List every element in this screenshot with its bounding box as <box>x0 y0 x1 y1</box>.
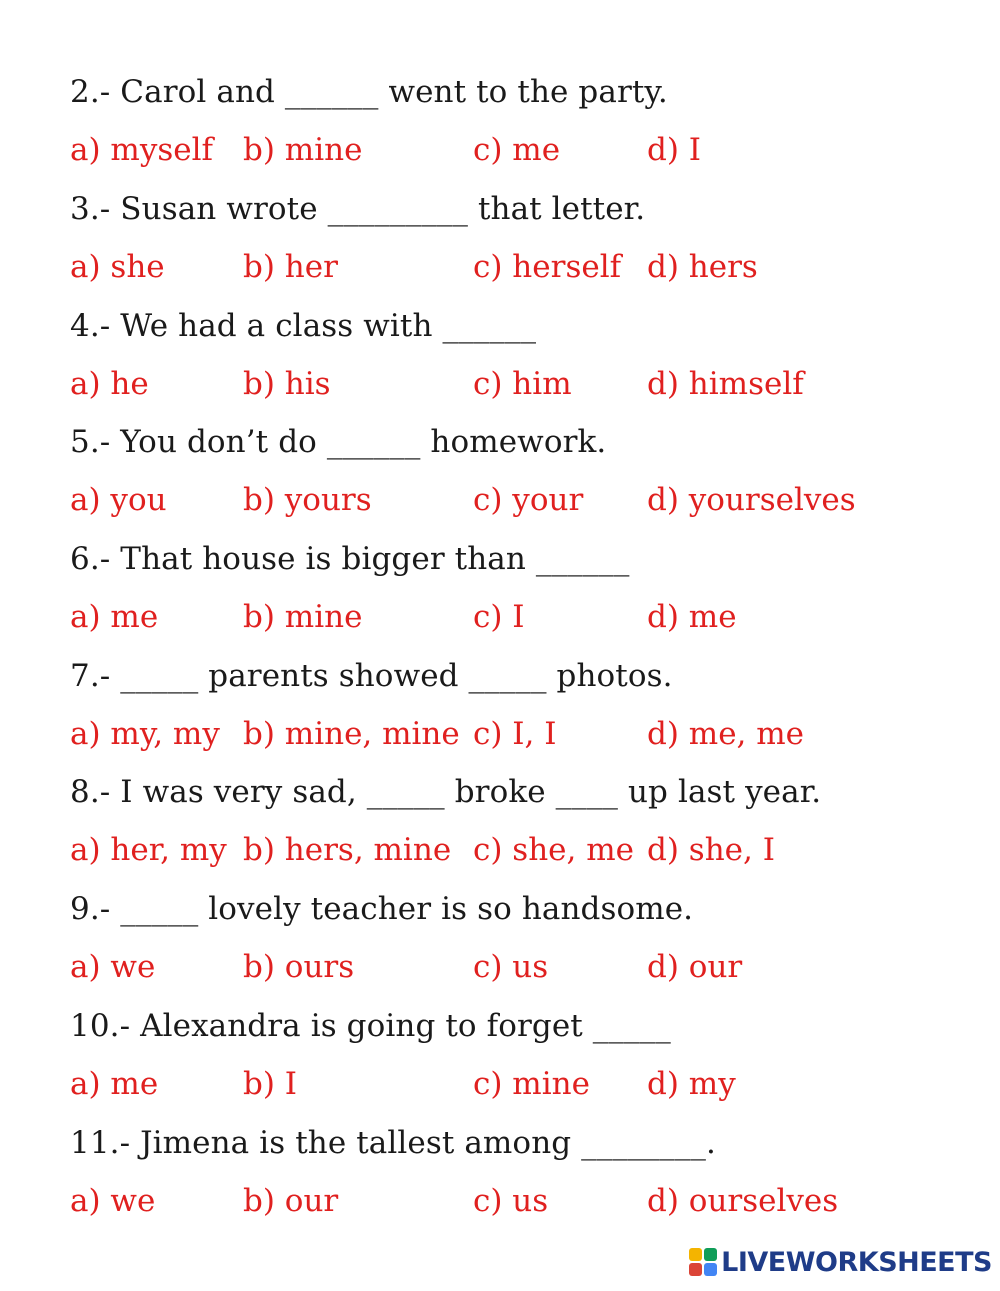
answer-options <box>70 130 970 170</box>
option-d[interactable]: d) our <box>647 949 743 985</box>
option-c[interactable]: c) us <box>473 949 549 985</box>
option-d[interactable]: d) ourselves <box>647 1183 839 1219</box>
brand-grid-icon <box>689 1248 717 1276</box>
option-c[interactable]: c) I, I <box>473 716 557 752</box>
answer-options <box>70 947 970 987</box>
answer-options <box>70 1064 970 1104</box>
option-a[interactable]: a) myself <box>70 132 213 168</box>
question-text: 4.- We had a class with ______ <box>70 308 537 344</box>
question-text: 9.- _____ lovely teacher is so handsome. <box>70 891 694 927</box>
option-d[interactable]: d) I <box>647 132 702 168</box>
option-d[interactable]: d) himself <box>647 366 804 402</box>
option-b[interactable]: b) yours <box>243 482 372 518</box>
option-b[interactable]: b) mine, mine <box>243 716 460 752</box>
option-c[interactable]: c) I <box>473 599 525 635</box>
liveworksheets-logo[interactable] <box>689 1245 992 1279</box>
option-a[interactable]: a) we <box>70 1183 156 1219</box>
option-c[interactable]: c) mine <box>473 1066 590 1102</box>
option-b[interactable]: b) mine <box>243 132 363 168</box>
option-b[interactable]: b) hers, mine <box>243 832 452 868</box>
answer-options <box>70 830 970 870</box>
answer-options <box>70 247 970 287</box>
option-a[interactable]: a) you <box>70 482 167 518</box>
option-a[interactable]: a) she <box>70 249 165 285</box>
answer-options <box>70 480 970 520</box>
answer-options <box>70 364 970 404</box>
option-c[interactable]: c) she, me <box>473 832 634 868</box>
logo-square-red <box>689 1263 702 1276</box>
option-a[interactable]: a) my, my <box>70 716 220 752</box>
option-b[interactable]: b) her <box>243 249 338 285</box>
question-text: 7.- _____ parents showed _____ photos. <box>70 658 673 694</box>
logo-square-green <box>704 1248 717 1261</box>
question-text: 3.- Susan wrote _________ that letter. <box>70 191 646 227</box>
option-b[interactable]: b) his <box>243 366 331 402</box>
option-a[interactable]: a) he <box>70 366 149 402</box>
option-c[interactable]: c) herself <box>473 249 622 285</box>
option-d[interactable]: d) me, me <box>647 716 804 752</box>
option-d[interactable]: d) hers <box>647 249 758 285</box>
answer-options <box>70 597 970 637</box>
answer-options <box>70 714 970 754</box>
option-d[interactable]: d) she, I <box>647 832 775 868</box>
option-a[interactable]: a) me <box>70 599 159 635</box>
question-text: 6.- That house is bigger than ______ <box>70 541 630 577</box>
option-b[interactable]: b) I <box>243 1066 298 1102</box>
option-a[interactable]: a) her, my <box>70 832 227 868</box>
option-b[interactable]: b) ours <box>243 949 355 985</box>
option-b[interactable]: b) mine <box>243 599 363 635</box>
option-d[interactable]: d) yourselves <box>647 482 856 518</box>
option-a[interactable]: a) me <box>70 1066 159 1102</box>
option-c[interactable]: c) your <box>473 482 584 518</box>
brand-name: LIVEWORKSHEETS <box>721 1246 992 1278</box>
question-text: 10.- Alexandra is going to forget _____ <box>70 1008 671 1044</box>
question-text: 8.- I was very sad, _____ broke ____ up last year. <box>70 774 822 810</box>
answer-options <box>70 1181 970 1221</box>
option-a[interactable]: a) we <box>70 949 156 985</box>
logo-square-yellow <box>689 1248 702 1261</box>
option-c[interactable]: c) him <box>473 366 572 402</box>
option-d[interactable]: d) me <box>647 599 737 635</box>
option-c[interactable]: c) me <box>473 132 561 168</box>
option-b[interactable]: b) our <box>243 1183 339 1219</box>
question-text: 5.- You don’t do ______ homework. <box>70 424 607 460</box>
option-d[interactable]: d) my <box>647 1066 736 1102</box>
option-c[interactable]: c) us <box>473 1183 549 1219</box>
question-text: 11.- Jimena is the tallest among ________. <box>70 1125 716 1161</box>
logo-square-blue <box>704 1263 717 1276</box>
question-text: 2.- Carol and ______ went to the party. <box>70 74 668 110</box>
